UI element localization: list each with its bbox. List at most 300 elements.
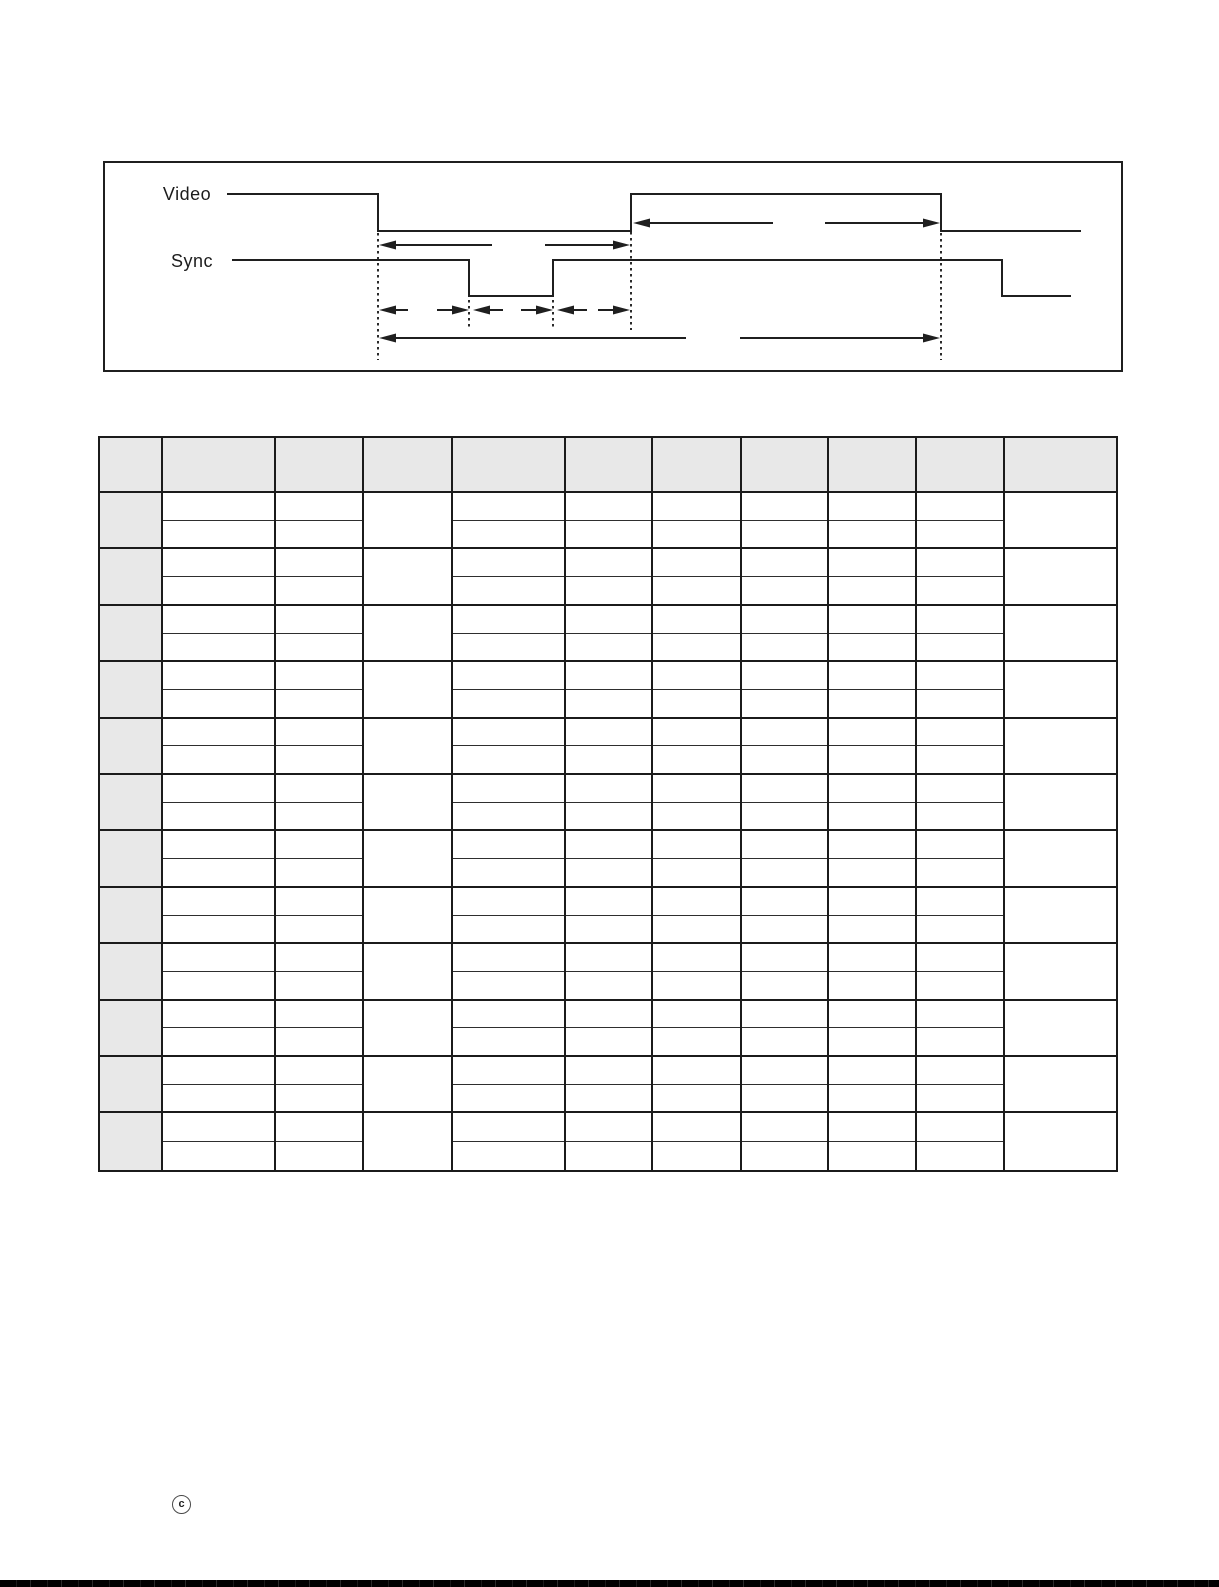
- table-cell: [163, 888, 276, 942]
- table-cell-merged: [1005, 1113, 1116, 1169]
- header-cell: [163, 438, 276, 491]
- table-subcell: [566, 916, 651, 943]
- table-subcell: [566, 521, 651, 548]
- table-cell: [917, 549, 1005, 603]
- table-subcell: [453, 803, 564, 830]
- table-cell: [653, 888, 742, 942]
- table-subcell: [566, 944, 651, 972]
- table-subcell: [453, 1028, 564, 1055]
- table-cell: [163, 1057, 276, 1111]
- table-subcell: [917, 549, 1003, 577]
- table-subcell: [276, 1001, 362, 1029]
- table-subcell: [917, 859, 1003, 886]
- table-subcell: [163, 662, 274, 690]
- table-subcell: [742, 972, 827, 999]
- table-cell: [829, 606, 917, 660]
- table-subcell: [742, 746, 827, 773]
- table-cell: [653, 1001, 742, 1055]
- table-cell-merged: [364, 1001, 453, 1055]
- table-subcell: [742, 606, 827, 634]
- table-subcell: [653, 1142, 740, 1170]
- sync-signal-label: Sync: [170, 251, 214, 271]
- row-header-cell: [100, 944, 163, 998]
- table-subcell: [917, 521, 1003, 548]
- copyright-letter: c: [178, 1498, 185, 1510]
- table-row-group: [100, 944, 1116, 1000]
- table-row-group: [100, 1001, 1116, 1057]
- table-cell: [742, 493, 829, 547]
- row-header-cell: [100, 1113, 163, 1169]
- table-subcell: [829, 1001, 915, 1029]
- table-subcell: [453, 690, 564, 717]
- table-cell: [653, 719, 742, 773]
- table-cell: [453, 493, 566, 547]
- table-cell: [276, 1057, 364, 1111]
- header-cell: [100, 438, 163, 491]
- video-signal-label: Video: [162, 184, 212, 204]
- timing-diagram-figure: [103, 161, 1123, 372]
- table-subcell: [653, 493, 740, 521]
- table-subcell: [163, 493, 274, 521]
- copyright-icon: [172, 1495, 191, 1514]
- table-subcell: [566, 1085, 651, 1112]
- row-header-cell: [100, 1057, 163, 1111]
- table-subcell: [453, 1142, 564, 1170]
- table-subcell: [829, 719, 915, 747]
- table-subcell: [742, 775, 827, 803]
- table-cell: [917, 1057, 1005, 1111]
- table-subcell: [163, 719, 274, 747]
- table-subcell: [566, 803, 651, 830]
- table-cell: [276, 775, 364, 829]
- row-header-cell: [100, 719, 163, 773]
- table-cell: [653, 606, 742, 660]
- table-cell: [566, 775, 653, 829]
- table-subcell: [566, 1142, 651, 1170]
- table-subcell: [742, 944, 827, 972]
- table-subcell: [276, 719, 362, 747]
- table-subcell: [829, 1113, 915, 1142]
- table-subcell: [566, 549, 651, 577]
- table-cell: [453, 606, 566, 660]
- table-subcell: [453, 1085, 564, 1112]
- table-subcell: [276, 888, 362, 916]
- table-row-group: [100, 493, 1116, 549]
- table-subcell: [453, 775, 564, 803]
- table-body: [100, 493, 1116, 1170]
- table-cell: [829, 493, 917, 547]
- table-subcell: [453, 577, 564, 604]
- table-subcell: [917, 493, 1003, 521]
- table-subcell: [917, 1113, 1003, 1142]
- table-cell: [276, 719, 364, 773]
- table-cell: [276, 944, 364, 998]
- table-subcell: [566, 972, 651, 999]
- table-cell-merged: [364, 719, 453, 773]
- table-cell: [917, 1113, 1005, 1169]
- table-subcell: [163, 521, 274, 548]
- table-cell-merged: [364, 606, 453, 660]
- table-subcell: [566, 1113, 651, 1142]
- table-cell-merged: [364, 662, 453, 716]
- table-subcell: [566, 775, 651, 803]
- table-cell: [566, 1113, 653, 1169]
- table-row-group: [100, 606, 1116, 662]
- table-cell: [453, 662, 566, 716]
- table-cell-merged: [364, 549, 453, 603]
- table-cell: [917, 662, 1005, 716]
- table-subcell: [453, 549, 564, 577]
- table-subcell: [163, 831, 274, 859]
- table-cell: [742, 944, 829, 998]
- table-subcell: [917, 916, 1003, 943]
- table-subcell: [829, 1028, 915, 1055]
- table-subcell: [742, 719, 827, 747]
- sync-waveform: [232, 260, 1071, 296]
- table-subcell: [829, 775, 915, 803]
- table-subcell: [917, 746, 1003, 773]
- table-cell: [453, 719, 566, 773]
- row-header-cell: [100, 888, 163, 942]
- table-subcell: [917, 888, 1003, 916]
- dimension-arrows: [379, 219, 940, 343]
- table-subcell: [829, 831, 915, 859]
- header-cell: [1005, 438, 1116, 491]
- table-subcell: [453, 1113, 564, 1142]
- table-subcell: [829, 493, 915, 521]
- table-header-row: [100, 438, 1116, 493]
- table-subcell: [917, 1028, 1003, 1055]
- table-subcell: [653, 606, 740, 634]
- table-subcell: [566, 1028, 651, 1055]
- table-cell: [829, 888, 917, 942]
- table-cell: [163, 1113, 276, 1169]
- table-subcell: [829, 944, 915, 972]
- row-header-cell: [100, 662, 163, 716]
- table-subcell: [653, 1113, 740, 1142]
- table-subcell: [653, 888, 740, 916]
- table-subcell: [163, 1001, 274, 1029]
- table-cell: [917, 719, 1005, 773]
- table-subcell: [653, 690, 740, 717]
- table-subcell: [653, 719, 740, 747]
- table-cell: [742, 1113, 829, 1169]
- table-cell: [566, 1001, 653, 1055]
- table-subcell: [276, 549, 362, 577]
- header-cell: [364, 438, 453, 491]
- table-subcell: [163, 775, 274, 803]
- header-cell: [653, 438, 742, 491]
- table-cell: [566, 549, 653, 603]
- table-subcell: [566, 634, 651, 661]
- table-subcell: [163, 690, 274, 717]
- header-cell: [742, 438, 829, 491]
- table-subcell: [742, 1113, 827, 1142]
- table-subcell: [453, 916, 564, 943]
- table-cell: [653, 775, 742, 829]
- table-subcell: [163, 634, 274, 661]
- table-subcell: [653, 1057, 740, 1085]
- table-row-group: [100, 888, 1116, 944]
- table-cell: [742, 606, 829, 660]
- table-cell: [276, 549, 364, 603]
- table-subcell: [453, 662, 564, 690]
- table-subcell: [653, 1028, 740, 1055]
- table-subcell: [742, 549, 827, 577]
- table-subcell: [163, 972, 274, 999]
- table-subcell: [742, 1142, 827, 1170]
- table-cell: [742, 1001, 829, 1055]
- table-subcell: [276, 1085, 362, 1112]
- table-subcell: [742, 1001, 827, 1029]
- table-subcell: [742, 1057, 827, 1085]
- table-cell: [453, 831, 566, 885]
- table-subcell: [276, 972, 362, 999]
- table-subcell: [742, 662, 827, 690]
- table-subcell: [453, 719, 564, 747]
- table-subcell: [829, 549, 915, 577]
- table-subcell: [276, 746, 362, 773]
- table-cell: [566, 831, 653, 885]
- table-cell-merged: [364, 888, 453, 942]
- table-cell: [453, 888, 566, 942]
- header-cell: [453, 438, 566, 491]
- table-subcell: [653, 972, 740, 999]
- table-cell: [829, 1001, 917, 1055]
- table-cell: [163, 549, 276, 603]
- table-subcell: [829, 521, 915, 548]
- table-subcell: [453, 521, 564, 548]
- table-subcell: [917, 690, 1003, 717]
- table-subcell: [742, 577, 827, 604]
- table-cell-merged: [1005, 493, 1116, 547]
- table-cell: [829, 1057, 917, 1111]
- table-cell: [653, 662, 742, 716]
- table-subcell: [566, 1057, 651, 1085]
- table-subcell: [653, 1085, 740, 1112]
- table-cell-merged: [364, 1113, 453, 1169]
- table-row-group: [100, 775, 1116, 831]
- table-subcell: [566, 719, 651, 747]
- table-subcell: [163, 859, 274, 886]
- table-subcell: [453, 944, 564, 972]
- table-cell-merged: [1005, 662, 1116, 716]
- table-cell: [163, 775, 276, 829]
- table-cell: [917, 888, 1005, 942]
- table-subcell: [566, 690, 651, 717]
- row-header-cell: [100, 775, 163, 829]
- table-subcell: [566, 606, 651, 634]
- table-subcell: [829, 1057, 915, 1085]
- table-subcell: [917, 972, 1003, 999]
- table-cell: [653, 944, 742, 998]
- table-subcell: [453, 831, 564, 859]
- table-subcell: [653, 944, 740, 972]
- table-subcell: [163, 1142, 274, 1170]
- table-row-group: [100, 831, 1116, 887]
- table-subcell: [742, 521, 827, 548]
- table-subcell: [829, 634, 915, 661]
- table-cell: [742, 1057, 829, 1111]
- table-subcell: [653, 1001, 740, 1029]
- table-cell-merged: [364, 775, 453, 829]
- table-subcell: [653, 916, 740, 943]
- table-subcell: [829, 577, 915, 604]
- table-subcell: [566, 888, 651, 916]
- table-subcell: [163, 1028, 274, 1055]
- table-cell: [163, 831, 276, 885]
- table-cell: [276, 662, 364, 716]
- table-cell: [276, 493, 364, 547]
- table-subcell: [453, 888, 564, 916]
- table-subcell: [829, 859, 915, 886]
- table-cell: [829, 549, 917, 603]
- table-subcell: [163, 888, 274, 916]
- table-cell: [566, 888, 653, 942]
- table-subcell: [163, 803, 274, 830]
- table-subcell: [163, 1057, 274, 1085]
- table-subcell: [453, 493, 564, 521]
- table-subcell: [276, 1028, 362, 1055]
- table-cell: [829, 662, 917, 716]
- table-subcell: [276, 493, 362, 521]
- table-cell: [453, 1057, 566, 1111]
- table-subcell: [742, 1085, 827, 1112]
- table-subcell: [653, 803, 740, 830]
- header-cell: [566, 438, 653, 491]
- table-subcell: [917, 1001, 1003, 1029]
- table-cell: [917, 1001, 1005, 1055]
- table-subcell: [829, 690, 915, 717]
- table-cell: [276, 831, 364, 885]
- table-subcell: [653, 662, 740, 690]
- table-subcell: [276, 859, 362, 886]
- table-subcell: [276, 916, 362, 943]
- table-cell: [163, 662, 276, 716]
- table-cell: [742, 888, 829, 942]
- table-subcell: [653, 549, 740, 577]
- table-subcell: [829, 606, 915, 634]
- table-subcell: [742, 634, 827, 661]
- table-cell: [453, 944, 566, 998]
- page-edge-bar: [0, 1580, 1219, 1587]
- table-subcell: [163, 944, 274, 972]
- table-cell: [163, 944, 276, 998]
- table-cell: [742, 775, 829, 829]
- table-subcell: [917, 831, 1003, 859]
- table-subcell: [566, 577, 651, 604]
- table-subcell: [453, 606, 564, 634]
- table-subcell: [917, 577, 1003, 604]
- table-subcell: [453, 746, 564, 773]
- table-subcell: [163, 577, 274, 604]
- table-subcell: [829, 1085, 915, 1112]
- table-subcell: [276, 634, 362, 661]
- table-cell: [566, 606, 653, 660]
- table-cell-merged: [1005, 1001, 1116, 1055]
- table-cell-merged: [1005, 944, 1116, 998]
- table-cell: [453, 1113, 566, 1169]
- table-cell: [917, 944, 1005, 998]
- table-subcell: [829, 916, 915, 943]
- table-cell: [276, 606, 364, 660]
- table-cell: [742, 719, 829, 773]
- table-cell-merged: [364, 1057, 453, 1111]
- table-subcell: [653, 831, 740, 859]
- spec-table: [98, 436, 1118, 1172]
- row-header-cell: [100, 493, 163, 547]
- table-subcell: [453, 1001, 564, 1029]
- table-subcell: [917, 1057, 1003, 1085]
- table-cell-merged: [1005, 606, 1116, 660]
- table-subcell: [276, 803, 362, 830]
- table-subcell: [829, 662, 915, 690]
- table-cell-merged: [364, 831, 453, 885]
- table-cell-merged: [1005, 775, 1116, 829]
- table-subcell: [276, 775, 362, 803]
- table-subcell: [566, 859, 651, 886]
- table-subcell: [566, 831, 651, 859]
- table-subcell: [653, 859, 740, 886]
- table-row-group: [100, 549, 1116, 605]
- video-waveform: [227, 194, 1081, 231]
- row-header-cell: [100, 831, 163, 885]
- table-cell: [566, 1057, 653, 1111]
- table-cell-merged: [1005, 888, 1116, 942]
- table-cell: [566, 944, 653, 998]
- table-subcell: [163, 606, 274, 634]
- header-cell: [276, 438, 364, 491]
- table-subcell: [163, 549, 274, 577]
- table-subcell: [829, 746, 915, 773]
- table-cell: [829, 944, 917, 998]
- table-row-group: [100, 1057, 1116, 1113]
- table-cell: [653, 549, 742, 603]
- table-subcell: [742, 831, 827, 859]
- table-cell: [829, 719, 917, 773]
- table-row-group: [100, 719, 1116, 775]
- table-cell: [566, 493, 653, 547]
- table-subcell: [276, 690, 362, 717]
- table-cell: [276, 888, 364, 942]
- row-header-cell: [100, 549, 163, 603]
- table-cell-merged: [364, 944, 453, 998]
- table-subcell: [453, 859, 564, 886]
- table-subcell: [653, 577, 740, 604]
- table-subcell: [276, 1113, 362, 1142]
- table-subcell: [742, 1028, 827, 1055]
- table-subcell: [566, 1001, 651, 1029]
- table-cell: [829, 1113, 917, 1169]
- table-cell: [917, 493, 1005, 547]
- table-cell: [829, 775, 917, 829]
- table-subcell: [653, 634, 740, 661]
- table-subcell: [917, 662, 1003, 690]
- table-cell-merged: [1005, 1057, 1116, 1111]
- table-cell-merged: [1005, 831, 1116, 885]
- table-subcell: [917, 606, 1003, 634]
- table-subcell: [742, 803, 827, 830]
- table-subcell: [917, 944, 1003, 972]
- header-cell: [829, 438, 917, 491]
- table-subcell: [566, 493, 651, 521]
- reference-dotted-lines: [378, 232, 941, 360]
- table-row-group: [100, 662, 1116, 718]
- table-subcell: [276, 1057, 362, 1085]
- table-subcell: [163, 1113, 274, 1142]
- table-subcell: [742, 916, 827, 943]
- table-subcell: [829, 888, 915, 916]
